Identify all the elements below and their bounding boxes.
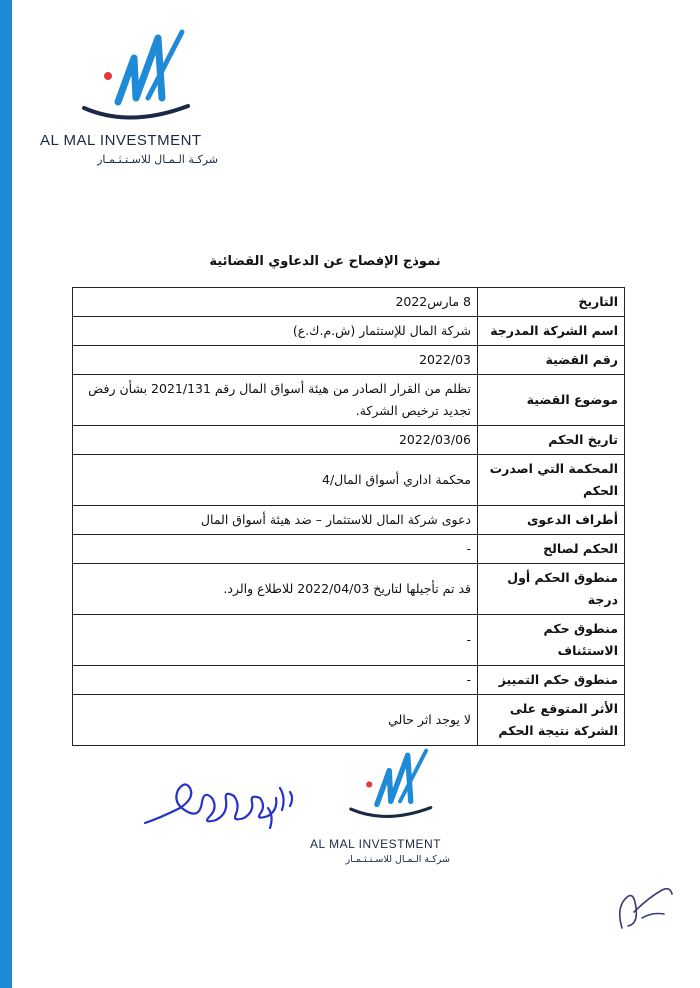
row-value: -: [73, 666, 478, 695]
row-label: المحكمة التي اصدرت الحكم: [478, 455, 625, 506]
table-row: [73, 455, 625, 506]
table-row: [73, 666, 625, 695]
table-row: [73, 426, 625, 455]
disclosure-table: [72, 287, 625, 746]
row-label: اسم الشركة المدرجة: [478, 317, 625, 346]
row-label: أطراف الدعوى: [478, 506, 625, 535]
handwritten-signature-icon: [140, 768, 300, 838]
table-row: [73, 288, 625, 317]
corner-initials-icon: [612, 868, 682, 938]
logo-text-ar: شركـة الـمـال للاسـتـثـمـار: [97, 153, 218, 166]
row-label: تاريخ الحكم: [478, 426, 625, 455]
row-value: تظلم من القرار الصادر من هيئة أسواق المال رقم 2021/131 بشأن رفض تجديد ترخيص الشركة.: [73, 375, 478, 426]
row-value: لا يوجد اثر حالي: [73, 695, 478, 746]
row-value: 8 مارس2022: [73, 288, 478, 317]
table-row: [73, 506, 625, 535]
row-label: منطوق حكم التمييز: [478, 666, 625, 695]
row-label: موضوع القضية: [478, 375, 625, 426]
row-value: -: [73, 615, 478, 666]
company-logo-top: [40, 28, 230, 178]
row-value: قد تم تأجيلها لتاريخ 2022/04/03 للاطلاع والرد.: [73, 564, 478, 615]
row-label: الحكم لصالح: [478, 535, 625, 564]
logo-text-en: AL MAL INVESTMENT: [40, 132, 202, 149]
row-value: شركة المال للإستثمار (ش.م.ك.ع): [73, 317, 478, 346]
row-label: منطوق حكم الاستئناف: [478, 615, 625, 666]
company-logo-bottom: [310, 745, 470, 875]
row-value: دعوى شركة المال للاستثمار – ضد هيئة أسواق المال: [73, 506, 478, 535]
row-label: رقم القضية: [478, 346, 625, 375]
logo-text-en: AL MAL INVESTMENT: [310, 837, 441, 851]
row-value: 2022/03/06: [73, 426, 478, 455]
logo-text-ar: شركـة الـمـال للاسـتـثـمـار: [345, 854, 450, 865]
row-value: محكمة اداري أسواق المال/4: [73, 455, 478, 506]
logo-mark-icon: [70, 28, 200, 128]
table-row: [73, 535, 625, 564]
page-title: نموذج الإفصاح عن الدعاوي القضائية: [209, 254, 441, 269]
table-row: [73, 375, 625, 426]
row-label: منطوق الحكم أول درجة: [478, 564, 625, 615]
table-row: [73, 564, 625, 615]
table-row: [73, 695, 625, 746]
row-value: -: [73, 535, 478, 564]
table-row: [73, 346, 625, 375]
row-value: 2022/03: [73, 346, 478, 375]
table-row: [73, 615, 625, 666]
logo-mark-icon: [340, 745, 440, 827]
table-row: [73, 317, 625, 346]
row-label: التاريخ: [478, 288, 625, 317]
side-accent-bar: [0, 0, 12, 988]
row-label: الأثر المتوقع على الشركة نتيجة الحكم: [478, 695, 625, 746]
